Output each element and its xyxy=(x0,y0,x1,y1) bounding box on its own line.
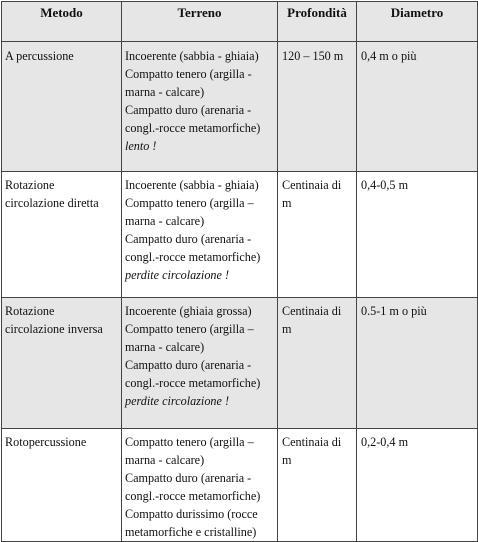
header-terreno: Terreno xyxy=(122,2,278,42)
terreno-line: congl.-rocce metamorfiche) xyxy=(125,250,261,264)
metodo-line: A percussione xyxy=(5,49,74,63)
terreno-line: marna - calcare) xyxy=(125,340,205,354)
terreno-line: Incoerente (sabbia - ghiaia) xyxy=(125,178,259,192)
terreno-line: Compatto tenero (argilla – xyxy=(125,322,254,336)
cell-diametro xyxy=(357,298,478,429)
terreno-note: perdite circolazione ! xyxy=(125,394,230,408)
terreno-line: Compatto durissimo (rocce xyxy=(125,507,258,521)
terreno-line: Compatto tenero (argilla – xyxy=(125,435,254,449)
terreno-line: Incoerente (ghiaia grossa) xyxy=(125,304,252,318)
cell-metodo xyxy=(2,298,122,429)
metodo-line: circolazione diretta xyxy=(5,196,99,210)
terreno-note: lento ! xyxy=(125,139,157,153)
diametro-value: 0,4 m o più xyxy=(361,49,417,63)
cell-metodo xyxy=(2,172,122,298)
terreno-line: Compatto tenero (argilla - xyxy=(125,67,252,81)
terreno-line: Campatto duro (arenaria - xyxy=(125,103,252,117)
drilling-methods-table xyxy=(1,1,478,542)
profondita-line: 120 – 150 m xyxy=(282,49,344,63)
terreno-line: congl.-rocce metamorfiche) xyxy=(125,376,261,390)
cell-terreno xyxy=(122,429,278,542)
terreno-note: perdite circolazione ! xyxy=(125,268,230,282)
cell-diametro xyxy=(357,429,478,542)
terreno-line: congl.-rocce metamorfiche) xyxy=(125,489,261,503)
profondita-line: m xyxy=(282,322,292,336)
metodo-line: circolazione inversa xyxy=(5,322,103,336)
diametro-value: 0.5-1 m o più xyxy=(361,304,427,318)
cell-profondita xyxy=(278,429,357,542)
diametro-value: 0,2-0,4 m xyxy=(361,435,409,449)
table-header xyxy=(2,2,478,42)
profondita-line: Centinaia di xyxy=(282,435,342,449)
terreno-line: marna - calcare) xyxy=(125,453,205,467)
table-row xyxy=(2,42,478,172)
terreno-line: Incoerente (sabbia - ghiaia) xyxy=(125,49,259,63)
header-row xyxy=(2,2,478,42)
terreno-line: Campatto duro (arenaria - xyxy=(125,232,252,246)
table-row xyxy=(2,429,478,542)
table-row xyxy=(2,298,478,429)
profondita-line: Centinaia di xyxy=(282,178,342,192)
terreno-line: Campatto duro (arenaria - xyxy=(125,358,252,372)
cell-terreno xyxy=(122,172,278,298)
profondita-line: m xyxy=(282,453,292,467)
table-row xyxy=(2,172,478,298)
cell-profondita xyxy=(278,172,357,298)
cell-terreno xyxy=(122,298,278,429)
profondita-line: m xyxy=(282,196,292,210)
terreno-line: Compatto tenero (argilla – xyxy=(125,196,254,210)
cell-metodo xyxy=(2,429,122,542)
header-metodo: Metodo xyxy=(2,2,122,42)
header-profondita: Profondità xyxy=(278,2,357,42)
cell-metodo xyxy=(2,42,122,172)
header-diametro: Diametro xyxy=(357,2,478,42)
cell-profondita xyxy=(278,298,357,429)
terreno-line: marna - calcare) xyxy=(125,214,205,228)
diametro-value: 0,4-0,5 m xyxy=(361,178,409,192)
cell-diametro xyxy=(357,42,478,172)
table-body xyxy=(2,42,478,542)
terreno-line: metamorfiche e cristalline) xyxy=(125,525,257,539)
terreno-line: Campatto duro (arenaria - xyxy=(125,471,252,485)
cell-terreno xyxy=(122,42,278,172)
terreno-line: congl.-rocce metamorfiche) xyxy=(125,121,261,135)
cell-diametro xyxy=(357,172,478,298)
cell-profondita xyxy=(278,42,357,172)
terreno-line: marna - calcare) xyxy=(125,85,205,99)
profondita-line: Centinaia di xyxy=(282,304,342,318)
metodo-line: Rotopercussione xyxy=(5,435,87,449)
metodo-line: Rotazione xyxy=(5,178,55,192)
metodo-line: Rotazione xyxy=(5,304,55,318)
